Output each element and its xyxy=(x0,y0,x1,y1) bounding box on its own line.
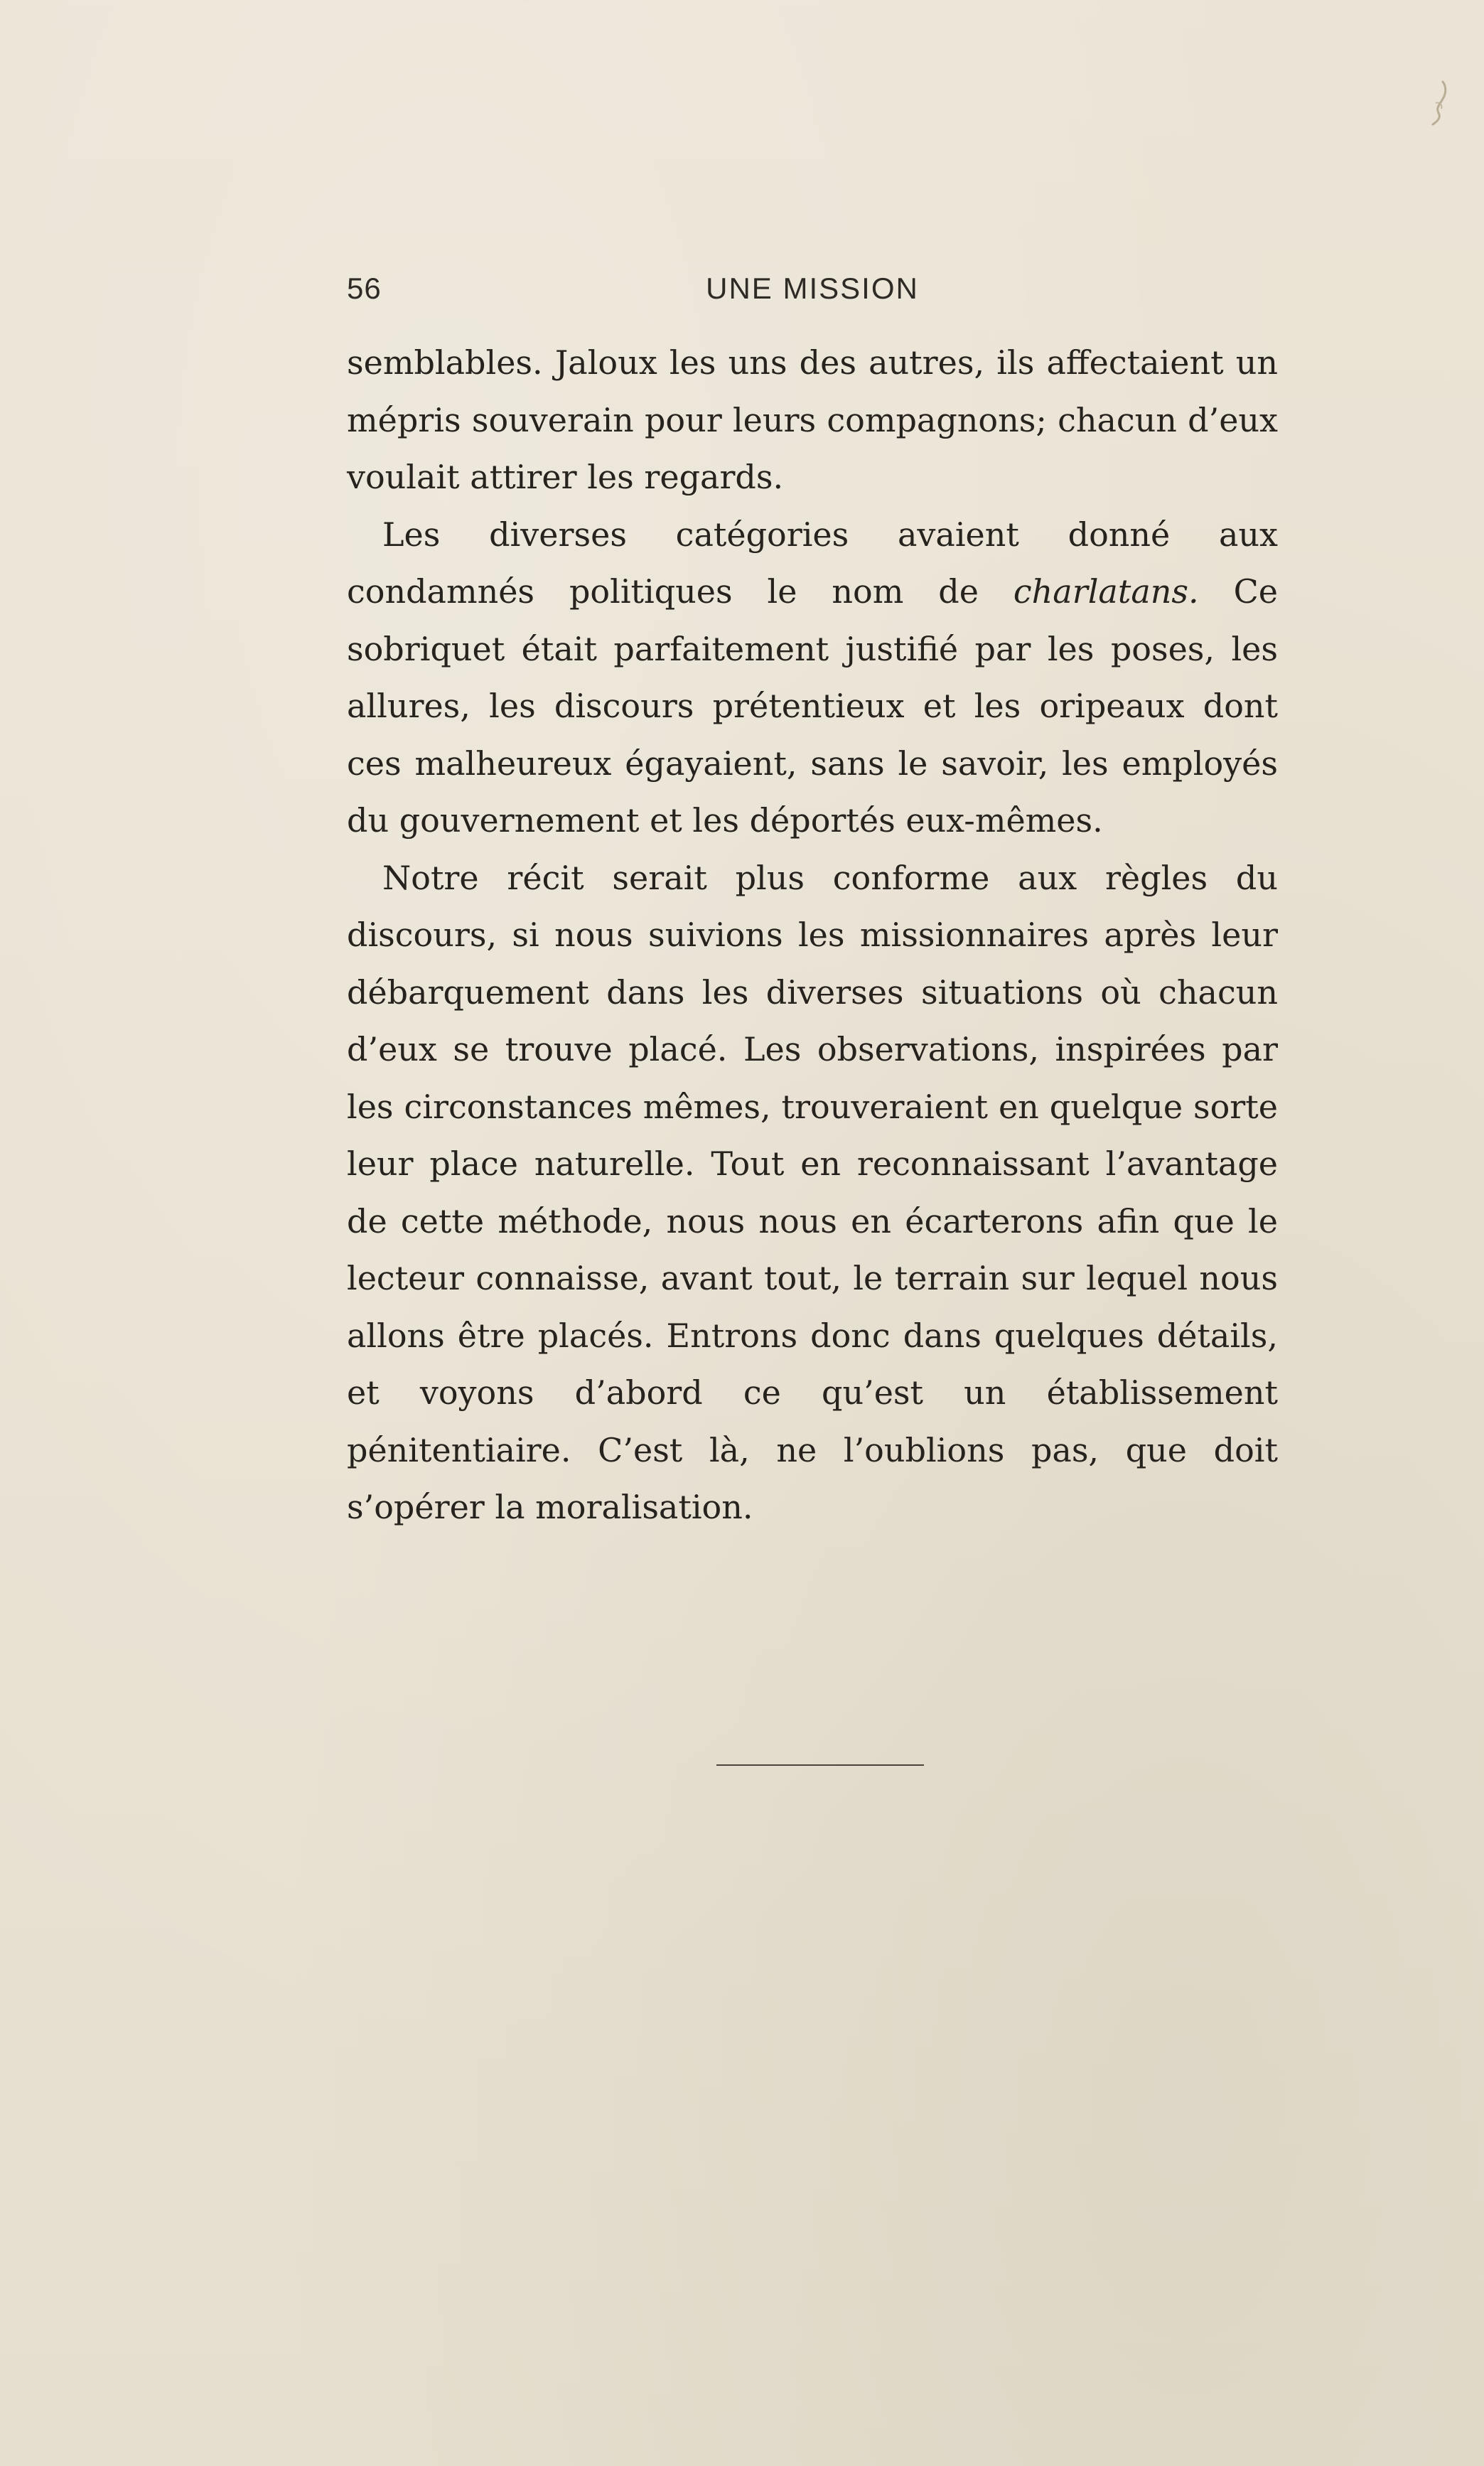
running-head xyxy=(347,272,1278,314)
italic-term: charlatans. xyxy=(1013,572,1199,611)
paragraph-2-end: Ce sobriquet était parfaitement justifié par les poses, les allures, les discours prétentieux et les oripeaux dont ces malheureux égayaient, sans le savoir, les employés du gouvernement et les déportés eux-mêmes. xyxy=(347,572,1278,840)
ink-smudge-mark xyxy=(1414,75,1464,142)
body-text xyxy=(347,334,1278,1536)
running-title: UNE MISSION xyxy=(706,272,919,305)
paragraph-2 xyxy=(347,506,1278,849)
page-number: 56 xyxy=(347,272,382,305)
paragraph-2-start: Les diverses catégories avaient donné aux condamnés politiques le nom de xyxy=(347,515,1278,611)
paragraph-1: semblables. Jaloux les uns des autres, ils affectaient un mépris souverain pour leurs compagnons; chacun d’eux voulait attirer les regards. xyxy=(347,343,1278,496)
paragraph-3: Notre récit serait plus conforme aux règles du discours, si nous suivions les missionnaires après leur débarquement dans les diverses situations où chacun d’eux se trouve placé. Les observations, inspirées par les circonstances mêmes, trouveraient en quelque sorte leur place naturelle. Tout en reconnaissant l’avantage de cette méthode, nous nous en écarterons afin que le lecteur connaisse, avant tout, le terrain sur lequel nous allons être placés. Entrons donc dans quelques détails, et voyons d’abord ce qu’est un établissement pénitentiaire. C’est là, ne l’oublions pas, que doit s’opérer la moralisation. xyxy=(347,858,1278,1526)
end-rule-divider xyxy=(716,1764,924,1766)
